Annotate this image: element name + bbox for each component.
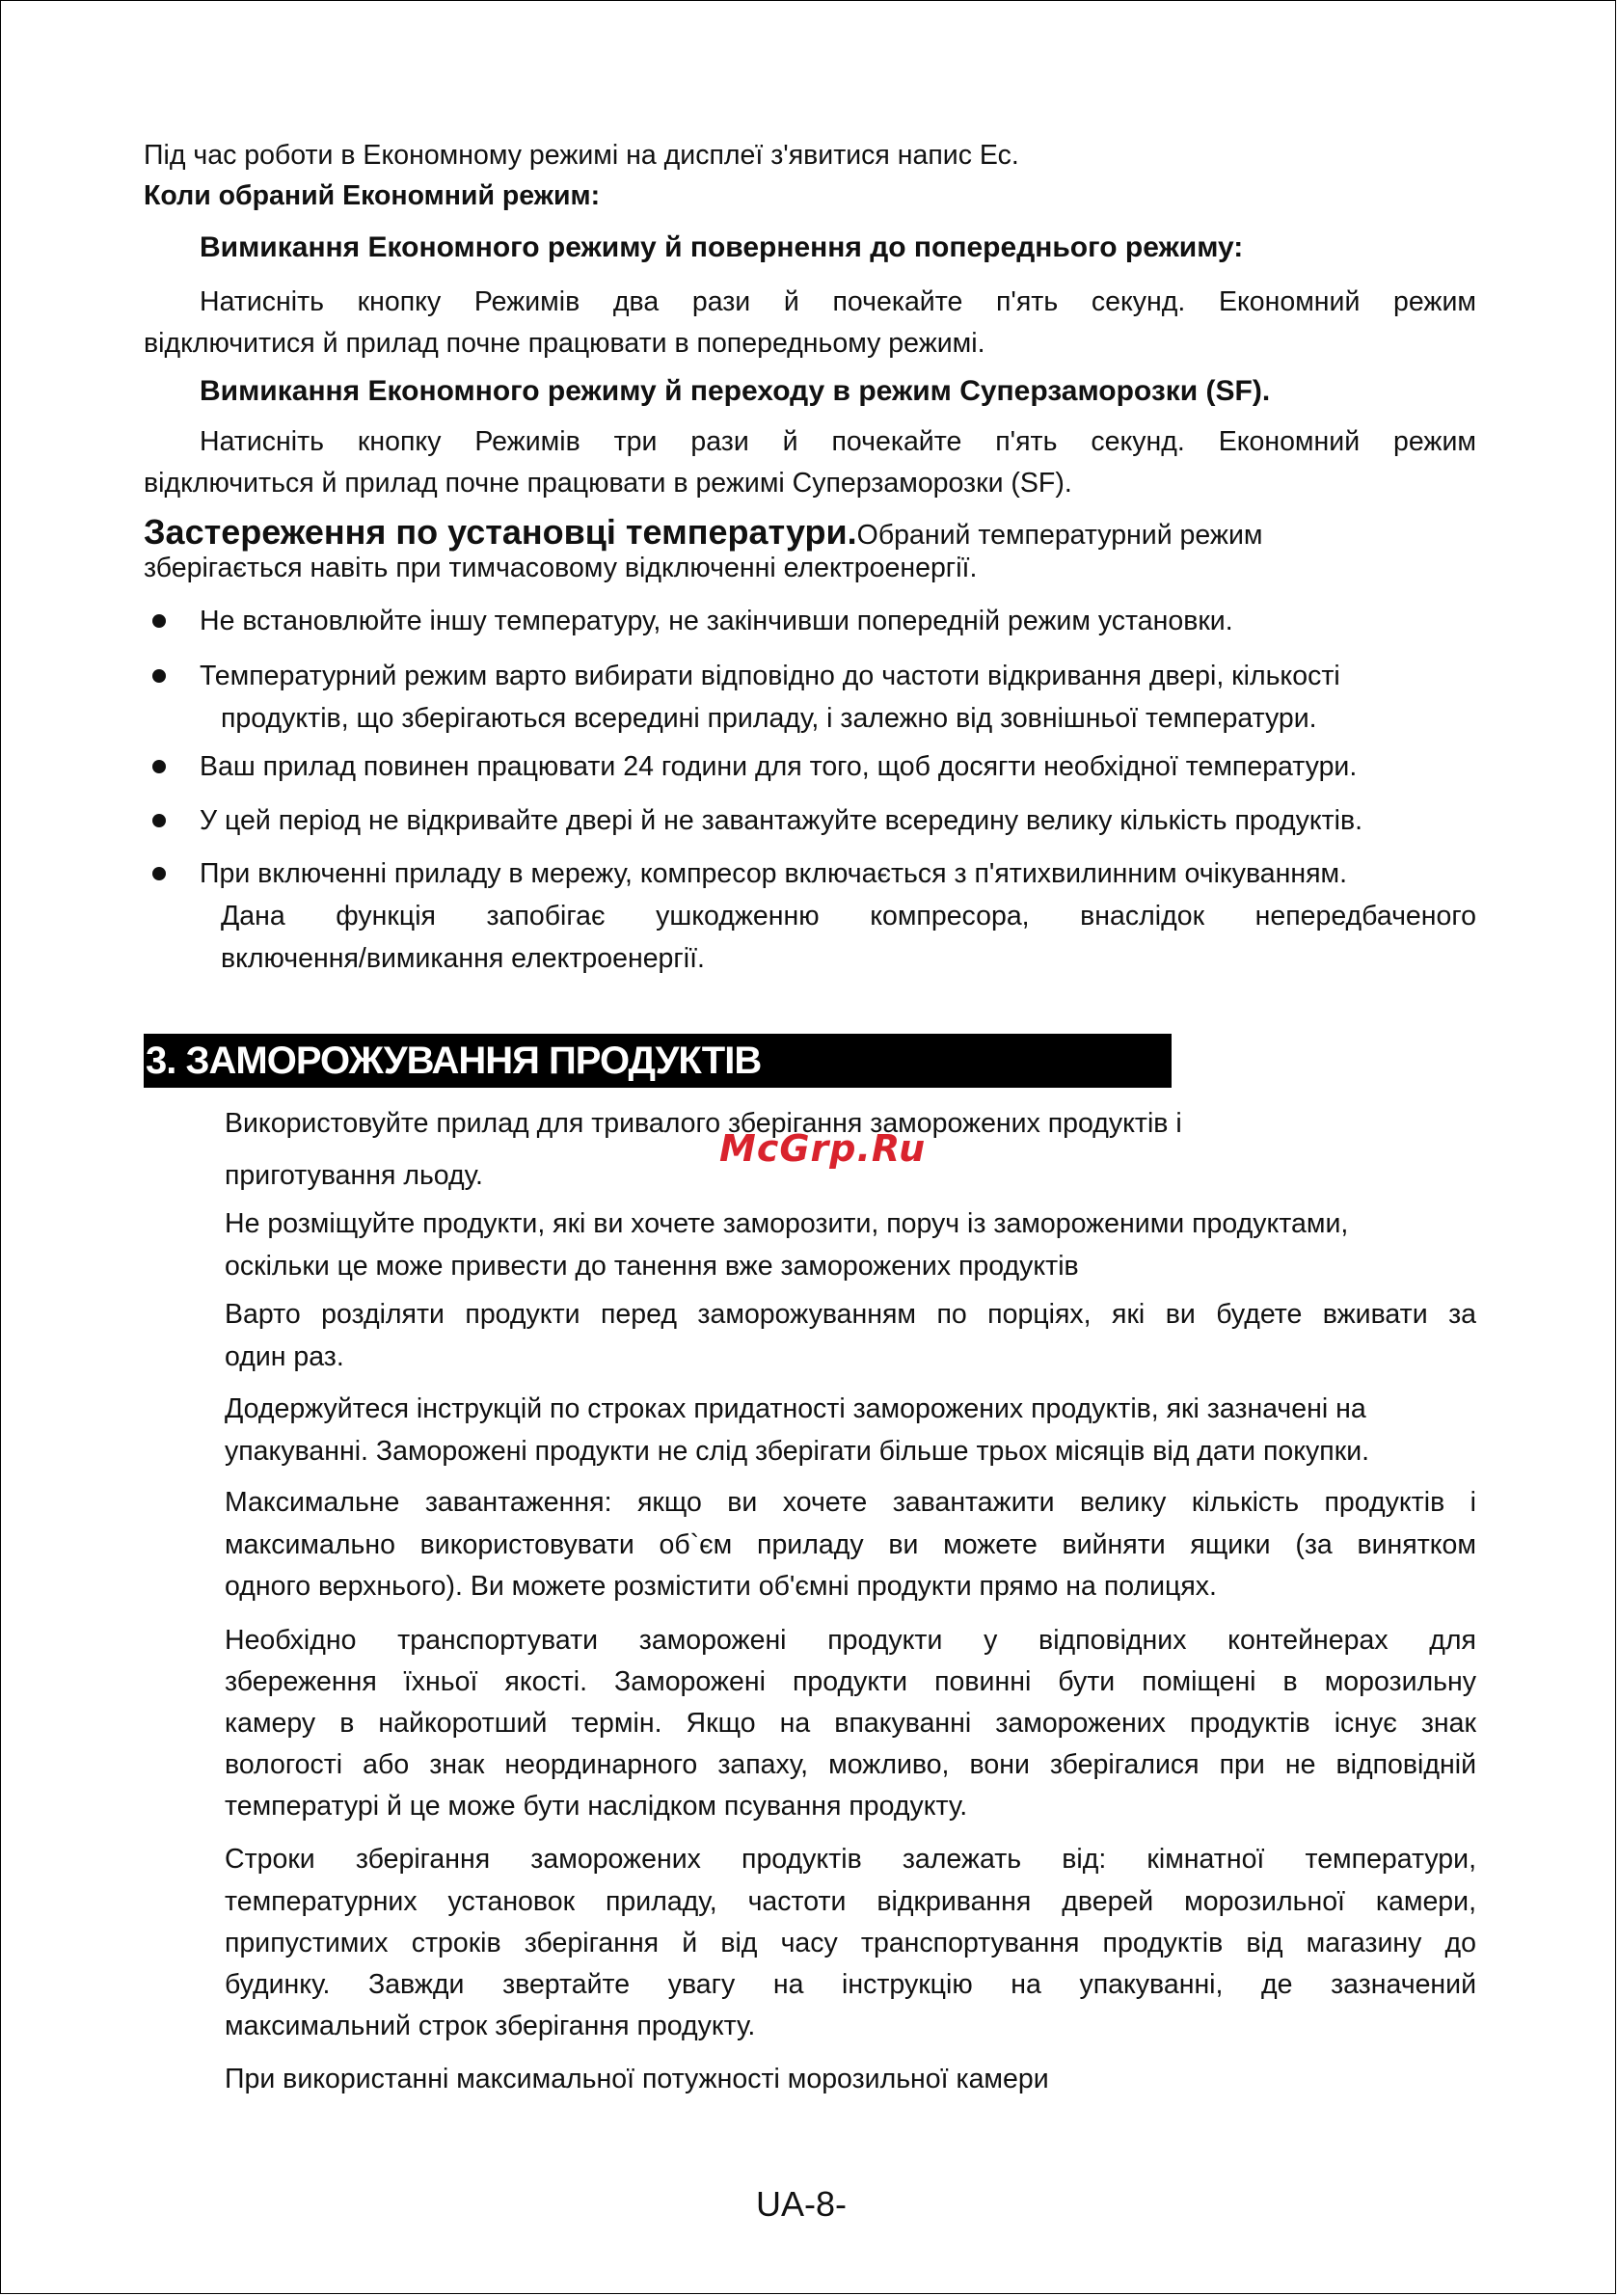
s3-p8-line1: При використанні максимальної потужності морозильної камери [225, 2064, 1049, 2094]
section-title: 3. ЗАМОРОЖУВАННЯ ПРОДУКТІВ [146, 1040, 762, 1082]
temp-warning-line2: зберігається навіть при тимчасовому відключенні електроенергії. [144, 553, 978, 583]
bullet-item-5-line2: Дана функція запобігає ушкодженню компресора, внаслідок непередбаченого [221, 901, 1476, 932]
econ-sub2-line1: Натисніть кнопку Режимів три рази й почекайте п'ять секунд. Економний режим [200, 426, 1476, 457]
s3-p5-line2: максимально використовувати об`єм приладу ви можете вийняти ящики (за винятком [225, 1529, 1476, 1560]
s3-p7-line5: максимальний строк зберігання продукту. [225, 2011, 756, 2041]
bullet-item-4: У цей період не відкривайте двері й не завантажуйте всередину велику кількість продуктів. [200, 805, 1363, 836]
bullet-item-1: Не встановлюйте іншу температуру, не закінчивши попередній режим установки. [200, 606, 1233, 636]
bullet-dot-icon [152, 867, 166, 880]
temp-warning-title-tail: Обраний температурний режим [856, 520, 1263, 551]
econ-sub1-line2: відключитися й прилад почне працювати в попередньому режимі. [144, 328, 985, 359]
s3-p1-line2: приготування льоду. [225, 1160, 483, 1191]
s3-p7-line2: температурних установок приладу, частоти відкривання дверей морозильної камери, [225, 1886, 1476, 1917]
watermark-logo: McGrp.Ru [719, 1127, 927, 1170]
s3-p2-line2: оскільки це може привести до танення вже заморожених продуктів [225, 1251, 1079, 1282]
s3-p6-line3: камеру в найкоротший термін. Якщо на впакуванні заморожених продуктів існує знак [225, 1708, 1476, 1739]
s3-p5-line1: Максимальне завантаження: якщо ви хочете завантажити велику кількість продуктів і [225, 1487, 1476, 1518]
s3-p6-line2: збереження їхньої якості. Заморожені продукти повинні бути поміщені в морозильну [225, 1666, 1476, 1697]
temp-warning-title: Застереження по установці температури. [144, 512, 857, 552]
bullet-dot-icon [152, 614, 166, 628]
bullet-item-5-line1: При включенні приладу в мережу, компресор включається з п'ятихвилинним очікуванням. [200, 858, 1348, 889]
s3-p5-line3: одного верхнього). Ви можете розмістити об'ємні продукти прямо на полицях. [225, 1571, 1217, 1602]
s3-p6-line5: температурі й це може бути наслідком псування продукту. [225, 1791, 968, 1822]
bullet-item-2-line1: Температурний режим варто вибирати відповідно до частоти відкривання двері, кількості [200, 661, 1340, 691]
econ-sub1-line1: Натисніть кнопку Режимів два рази й почекайте п'ять секунд. Економний режим [200, 286, 1476, 317]
s3-p6-line4: вологості або знак неординарного запаху, можливо, вони зберігалися при не відповідній [225, 1749, 1476, 1780]
page-number: UA-8- [756, 2184, 848, 2224]
bullet-dot-icon [152, 814, 166, 827]
bullet-dot-icon [152, 669, 166, 683]
s3-p7-line4: будинку. Завжди звертайте увагу на інструкцію на упакуванні, де зазначений [225, 1969, 1476, 2000]
econ-sub1-title: Вимикання Економного режиму й повернення до попереднього режиму: [200, 231, 1244, 263]
s3-p7-line1: Строки зберігання заморожених продуктів залежать від: кімнатної температури, [225, 1844, 1476, 1875]
econ-sub2-title: Вимикання Економного режиму й переходу в режим Суперзаморозки (SF). [200, 375, 1271, 407]
s3-p3-line1: Варто розділяти продукти перед заморожуванням по порціях, які ви будете вживати за [225, 1299, 1476, 1330]
bullet-item-2-line2: продуктів, що зберігаються всередині приладу, і залежно від зовнішньої температури. [221, 703, 1317, 734]
s3-p1-line1: Використовуйте прилад для тривалого зберігання заморожених продуктів і [225, 1108, 1182, 1139]
s3-p3-line2: один раз. [225, 1341, 344, 1372]
s3-p7-line3: припустимих строків зберігання й від часу транспортування продуктів від магазину до [225, 1928, 1476, 1958]
s3-p4-line1: Додержуйтеся інструкцій по строках придатності заморожених продуктів, які зазначені на [225, 1393, 1366, 1424]
s3-p4-line2: упакуванні. Заморожені продукти не слід зберігати більше трьох місяців від дати покупки. [225, 1436, 1370, 1467]
s3-p6-line1: Необхідно транспортувати заморожені продукти у відповідних контейнерах для [225, 1625, 1476, 1656]
econ-heading: Коли обраний Економний режим: [144, 180, 601, 211]
econ-sub2-line2: відключиться й прилад почне працювати в режимі Суперзаморозки (SF). [144, 468, 1072, 499]
s3-p2-line1: Не розміщуйте продукти, які ви хочете заморозити, поруч із замороженими продуктами, [225, 1208, 1349, 1239]
bullet-item-3: Ваш прилад повинен працювати 24 години для того, щоб досягти необхідної температури. [200, 751, 1358, 782]
bullet-item-5-line3: включення/вимикання електроенергії. [221, 943, 705, 974]
econ-intro-line: Під час роботи в Економному режимі на дисплеї з'явитися напис Ес. [144, 140, 1019, 171]
bullet-dot-icon [152, 760, 166, 773]
